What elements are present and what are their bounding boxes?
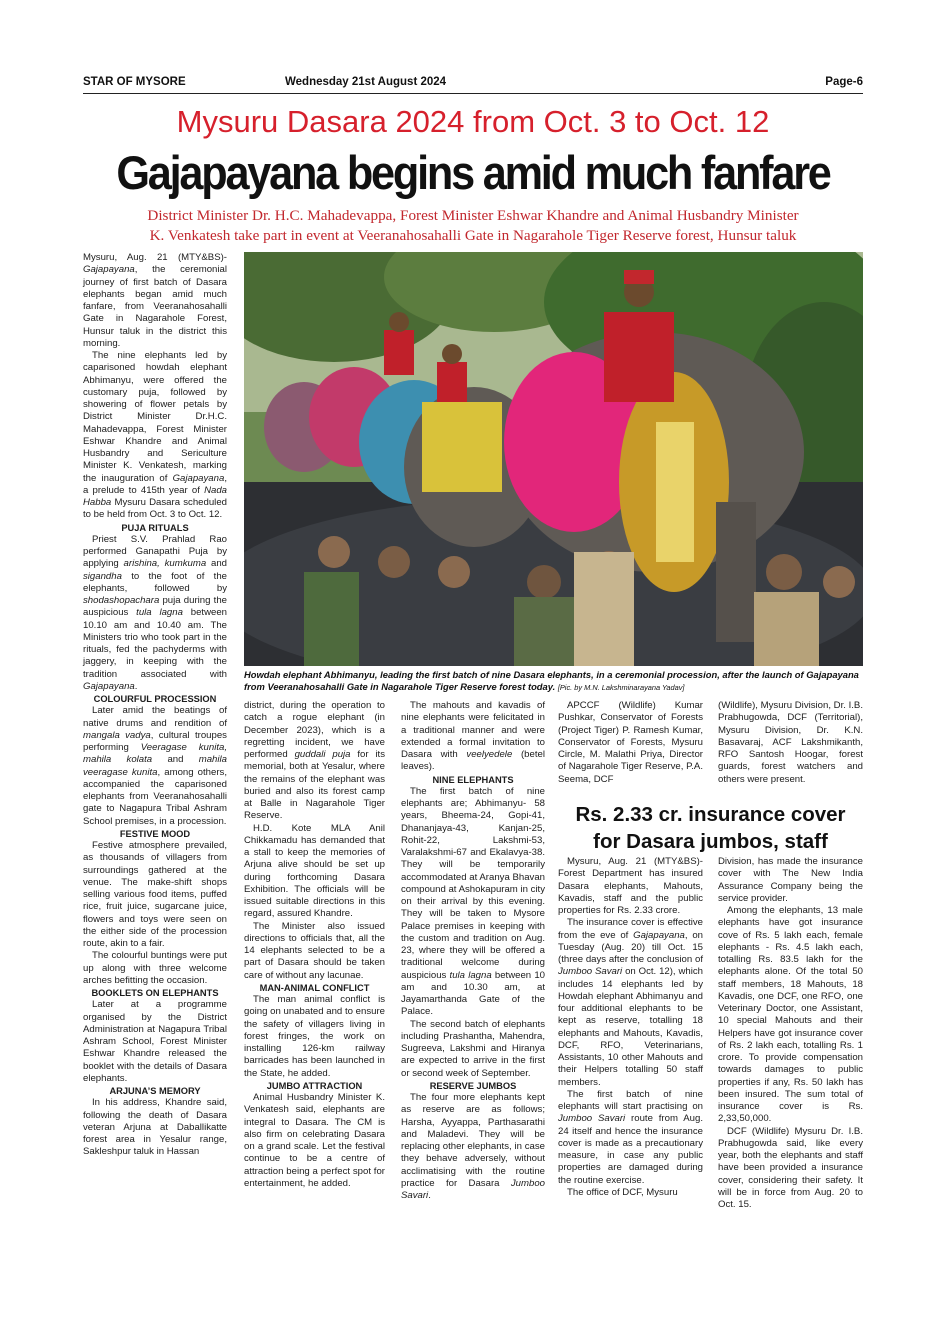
- deck-line-2: K. Venkatesh take part in event at Veeranahosahalli Gate in Nagarahole Tiger Reserve forest, Hunsur taluk: [149, 227, 797, 244]
- paragraph: (Wildlife), Mysuru Division, Dr. I.B. Prabhugowda, DCF (Territorial), Mysuru Division, Dr. K.N. Basavaraj, ACF Lakshmikanth, RFO Santosh Hoogar, forest guards, forest watchers and others were present.: [718, 700, 863, 785]
- paragraph: In his address, Khandre said, following the death of Dasara veteran Arjuna at Daballikatte forest area in Yesalur range, Sakleshpur taluk in Hassan: [83, 1097, 227, 1158]
- issue-date: Wednesday 21st August 2024: [285, 76, 447, 88]
- kicker: Mysuru Dasara 2024 from Oct. 3 to Oct. 12: [176, 104, 770, 139]
- paragraph: The insurance cover is effective from the eve of Gajapayana, on Tuesday (Aug. 20) till Oct. 15 (three days after the conclusion of Jumboo Savari on Oct. 12), which includes 14 elephants led by Howdah elephant Abhimanyu and four additional elephants to be kept as reserve, totalling 18 elephants and Mahouts, Kavadis, DCF, RFO, Veterinarians, Assistants, 10 other Mahouts and their Helpers totalling 50 staff members.: [558, 917, 703, 1088]
- subhead: BOOKLETS ON ELEPHANTS: [91, 988, 219, 998]
- paragraph: Mysuru, Aug. 21 (MTY&BS)-Gajapayana, the ceremonial journey of first batch of Dasara elephants began amid much fanfare, from Veeranahosahalli Gate in Nagarahole Forest, Hunsur taluk in the district this morning.: [83, 252, 227, 349]
- subhead: PUJA RITUALS: [121, 522, 189, 533]
- paragraph: Festive atmosphere prevailed, as thousands of villagers from surroundings gathered at the venue. The make-shift shops selling various food items, puffed rice, fruit juice, sugarcane juice, flowers and toys were seen on the either side of the procession route, akin to a fair.: [83, 840, 227, 949]
- photo-caption: [244, 669, 863, 694]
- paragraph: Mysuru, Aug. 21 (MTY&BS)- Forest Department has insured Dasara elephants, Mahouts, Kavadis, staff and the public properties for Rs. 2.33 crore.: [558, 856, 703, 916]
- story-column-2: [244, 700, 385, 1190]
- paragraph: DCF (Wildlife) Mysuru Dr. I.B. Prabhugowda said, like every year, both the elephants and staff have been provided a insurance cover, considering their safety. It will be in force from Aug. 20 to Oct. 15.: [718, 1125, 863, 1210]
- story-column-4-top: [558, 700, 703, 786]
- paragraph: The nine elephants led by caparisoned howdah elephant Abhimanyu, were offered the customary puja, followed by showering of flower petals by District Minister Dr.H.C. Mahadevappa, Forest Minister Eshwar Khandre and Animal Husbandry and Sericulture Minister K. Venkatesh, marking the inauguration of Gajapayana, a prelude to 415th year of Nada Habba Mysuru Dasara scheduled to be held from Oct. 3 to Oct. 12.: [83, 350, 227, 521]
- running-head: [83, 76, 863, 92]
- lead-photo: [244, 252, 863, 666]
- paragraph: The second batch of elephants including Prashantha, Mahendra, Sugreeva, Lakshmi and Hiranya are expected to arrive in the first or second week of September.: [401, 1018, 545, 1079]
- paragraph: The mahouts and kavadis of nine elephants were felicitated in a traditional manner and were extended a formal invitation to Dasara with veelyedele (betel leaves).: [401, 700, 545, 773]
- subhead: NINE ELEPHANTS: [432, 774, 514, 785]
- insurance-column-1: [558, 856, 703, 1199]
- main-headline: Gajapayana begins amid much fanfare: [116, 146, 830, 199]
- deck: [83, 206, 863, 246]
- story-column-5-top: [718, 700, 863, 786]
- insurance-headline-line-2: for Dasara jumbos, staff: [593, 830, 828, 853]
- paragraph: APCCF (Wildlife) Kumar Pushkar, Conservator of Forests (Project Tiger) P. Ramesh Kumar, Conservator of Forests, Mysuru Circle, M. Malathi Priya, Director of Nagarahole Tiger Reserve, P.A. Seema, DCF: [558, 700, 703, 785]
- insurance-headline: [558, 801, 863, 855]
- paragraph: district, during the operation to catch a rogue elephant (in December 2023), which is a regretting incident, we have performed guddali puja for its memorial, both at Yesalur, where the remains of the elephant was buried and also its forest camp at Balle in Nagarahole Tiger Reserve.: [244, 700, 386, 822]
- paragraph: Among the elephants, 13 male elephants have got insurance cove of Rs. 5 lakh each, female elephants - Rs. 4.5 lakh each, totalling Rs. 83.5 lakh for the elephants alone. Of the total 50 staff members, 18 Mahouts, 18 Kavadis, one DCF, one RFO, one Veterinary Doctor, one Assistant, 10 special Mahouts and their Helpers have got insurance cover of Rs. 2 lakh each, totalling Rs. 1 crore. To provide compensation towards damages to public properties if any, Rs. 50 lakh has been insured. The sum total of insurance cover is Rs. 2,33,50,000.: [718, 905, 863, 1125]
- paragraph: Animal Husbandry Minister K. Venkatesh said, elephants are integral to Dasara. The CM is also firm on celebrating Dasara on a grand scale. Let the festival continue to be a centre of attraction being a perfect spot for entertainment, he added.: [244, 1092, 385, 1189]
- subhead: FESTIVE MOOD: [119, 828, 191, 839]
- story-column-1: [83, 252, 227, 1159]
- photo-credit: [Pic. by M.N. Lakshminarayana Yadav]: [557, 683, 685, 692]
- page-number: Page-6: [825, 76, 863, 88]
- paragraph: Priest S.V. Prahlad Rao performed Ganapathi Puja by applying arishina, kumkuma and sigandha to the foot of the elephants, followed by shodashopachara puja during the auspicious tula lagna between 10.10 am and 10.40 am. The Ministers trio who took part in the rituals, fed the pachyderms with jaggery, in keeping with the tradition associated with Gajapayana.: [83, 533, 228, 692]
- subhead: RESERVE JUMBOS: [429, 1080, 517, 1091]
- paragraph: Division, has made the insurance cover with The New India Assurance Company being the service provider.: [718, 856, 863, 904]
- subhead: ARJUNA’S MEMORY: [109, 1086, 201, 1096]
- paragraph: The colourful buntings were put up along with three welcome arches befitting the occasion.: [83, 950, 227, 986]
- insurance-column-2: [718, 856, 863, 1211]
- paragraph: Later amid the beatings of native drums and rendition of mangala vadya, cultural troupes performing Veeragase kunita, mahila kolata and mahila veeragase kunita, among others, accompanied the caparisoned elephants from Veeranahosahalli gate to Nagapura Tribal Ashram School premises, in a procession.: [83, 705, 227, 827]
- paragraph: The Minister also issued directions to officials that, all the 14 elephants selected to be a part of Dasara should be taken care of without any lacunae.: [244, 920, 385, 981]
- header-rule: [83, 93, 863, 94]
- deck-line-1: District Minister Dr. H.C. Mahadevappa, Forest Minister Eshwar Khandre and Animal Husbandry Minister: [147, 207, 799, 224]
- paragraph: The first batch of nine elephants are; Abhimanyu- 58 years, Bheema-24, Gopi-41, Dhananjaya-43, Kanjan-25, Rohit-22, Lakshmi-53, Varalakshmi-67 and Ekalavya-38. They will be temporarily accommodated at Aranya Bhavan compound at Ashokapuram in city on their arrival by this evening. They will be taken to Mysore Palace premises in keeping with the custom and tradition on Aug. 23, where they will be offered a traditional welcome during auspicious tula lagna between 10 am and 10.30 am, at Jayamarthanda Gate of the Palace.: [401, 785, 546, 1018]
- paper-name: STAR OF MYSORE: [83, 76, 186, 88]
- paragraph: The man animal conflict is going on unabated and to ensure the safety of villagers living in forest fringes, the work on installing 126-km railway barricades has been launched in the State, he added.: [244, 994, 385, 1079]
- subhead: COLOURFUL PROCESSION: [93, 694, 217, 704]
- story-column-3: [401, 700, 545, 1202]
- procession-photo: [244, 252, 863, 666]
- subhead: MAN-ANIMAL CONFLICT: [259, 982, 370, 993]
- caption-text: Howdah elephant Abhimanyu, leading the first batch of nine Dasara elephants, in a ceremonial procession, after the launch of Gajapayana from Veeranahosahalli Gate in Nagarahole Tiger Reserve forest today.: [244, 669, 859, 692]
- paragraph: The first batch of nine elephants will start practising on Jumboo Savari route from Aug. 24 itself and hence the insurance cover is made as a precautionary measure, in case any public properties are damaged during the routine exercise.: [558, 1088, 703, 1186]
- subhead: JUMBO ATTRACTION: [266, 1080, 363, 1091]
- paragraph: The four more elephants kept as reserve are as follows; Harsha, Ayyappa, Parthasarathi and Maladevi. They will be replacing other elephants, in case they behave adversely, without acclimatising with the routine practice for Dasara Jumboo Savari.: [401, 1092, 545, 1201]
- insurance-headline-line-1: Rs. 2.33 cr. insurance cover: [575, 803, 846, 826]
- paragraph: The office of DCF, Mysuru: [567, 1186, 678, 1198]
- paragraph: H.D. Kote MLA Anil Chikkamadu has demanded that a stall to keep the memories of Arjuna alive should be set up during forthcoming Dasara Exhibition. The officials will be issued suitable directions in this regard, assured Khandre.: [244, 822, 385, 920]
- paragraph: Later at a programme organised by the District Administration at Nagapura Tribal Ashram School, Forest Minister Eshwar Khandre released the booklet with the details of Dasara elephants.: [83, 999, 227, 1084]
